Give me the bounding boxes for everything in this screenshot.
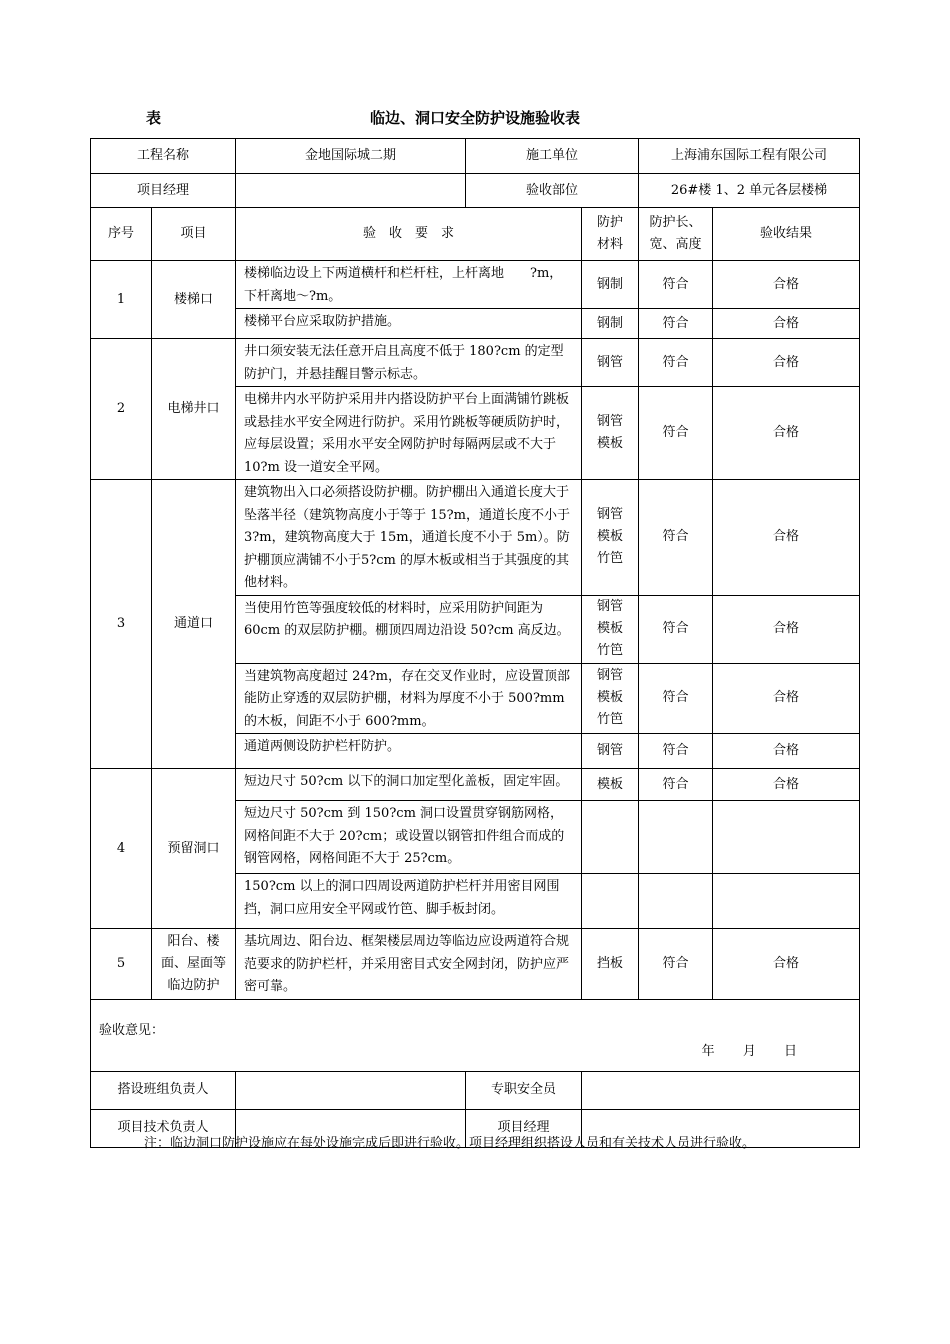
month-label: 月	[742, 1043, 756, 1059]
table-row	[91, 929, 860, 1000]
requirement-text: 150?cm 以上的洞口四周设两道防护栏杆并用密目网围挡，洞口应用安全平网或竹笆、脚手板封闭。	[236, 874, 582, 929]
result-cell: 合格	[713, 387, 860, 480]
material-cell: 模板	[582, 769, 639, 801]
requirement-text: 建筑物出入口必须搭设防护棚。防护棚出入通道长度大于坠落半径（建筑物高度小于等于 15?m，通道长度不小于 3?m，建筑物高度大于 15m，通道长度不小于 5m）。防护棚顶应满铺不小于5?cm 的厚木板或相当于其强度的其他材料。	[236, 480, 582, 596]
table-row	[91, 339, 860, 387]
part-label: 验收部位	[466, 174, 639, 208]
part-value: 26#楼 1、2 单元各层楼梯	[639, 174, 860, 208]
material-cell: 钢制	[582, 261, 639, 309]
requirement-text: 当使用竹笆等强度较低的材料时，应采用防护间距为 60cm 的双层防护棚。棚顶四周边沿设 50?cm 高反边。	[236, 595, 582, 663]
requirement-text: 楼梯平台应采取防护措施。	[236, 309, 582, 339]
material-cell	[582, 801, 639, 874]
result-cell	[713, 874, 860, 929]
safety-officer-signature[interactable]	[582, 1071, 860, 1109]
material-cell: 钢管 模板 竹笆	[582, 595, 639, 663]
result-cell: 合格	[713, 309, 860, 339]
requirement-text: 井口须安装无法任意开启且高度不低于 180?cm 的定型防护门，并悬挂醒目警示标志。	[236, 339, 582, 387]
material-cell: 钢管 模板	[582, 387, 639, 480]
result-cell: 合格	[713, 595, 860, 663]
tech-lead-label: 项目技术负责人	[91, 1109, 236, 1147]
builder-value: 上海浦东国际工程有限公司	[639, 139, 860, 174]
builder-label: 施工单位	[466, 139, 639, 174]
material-cell: 挡板	[582, 929, 639, 1000]
material-cell: 钢管	[582, 339, 639, 387]
team-leader-signature[interactable]	[236, 1071, 466, 1109]
row-item: 通道口	[152, 480, 236, 769]
size-cell: 符合	[639, 309, 713, 339]
manager-label: 项目经理	[91, 174, 236, 208]
size-cell: 符合	[639, 929, 713, 1000]
result-cell: 合格	[713, 734, 860, 769]
year-label: 年	[701, 1043, 715, 1059]
row-no: 3	[91, 480, 152, 769]
requirement-text: 基坑周边、阳台边、框架楼层周边等临边应设两道符合规范要求的防护栏杆，并采用密目式安全网封闭，防护应严密可靠。	[236, 929, 582, 1000]
size-cell: 符合	[639, 769, 713, 801]
safety-officer-label: 专职安全员	[466, 1071, 582, 1109]
result-cell: 合格	[713, 261, 860, 309]
table-row	[91, 769, 860, 801]
size-cell: 符合	[639, 595, 713, 663]
requirement-text: 短边尺寸 50?cm 到 150?cm 洞口设置贯穿钢筋网格，网格间距不大于 20?cm；或设置以钢管扣件组合而成的钢管网格，网格间距不大于 25?cm。	[236, 801, 582, 874]
material-cell	[582, 874, 639, 929]
project-name-label: 工程名称	[91, 139, 236, 174]
row-no: 1	[91, 261, 152, 339]
result-cell: 合格	[713, 769, 860, 801]
table-row	[91, 480, 860, 596]
row-item: 电梯井口	[152, 339, 236, 480]
material-cell: 钢管	[582, 734, 639, 769]
column-header-row	[91, 208, 860, 261]
result-cell	[713, 801, 860, 874]
material-cell: 钢管 模板 竹笆	[582, 480, 639, 596]
result-cell: 合格	[713, 480, 860, 596]
size-cell: 符合	[639, 734, 713, 769]
manager-value	[236, 174, 466, 208]
result-cell: 合格	[713, 929, 860, 1000]
row-item: 阳台、楼面、屋面等临边防护	[152, 929, 236, 1000]
col-size-header: 防护长、宽、高度	[639, 208, 713, 261]
form-title: 临边、洞口安全防护设施验收表	[369, 109, 580, 127]
row-item: 预留洞口	[152, 769, 236, 929]
material-cell: 钢制	[582, 309, 639, 339]
size-cell: 符合	[639, 663, 713, 734]
project-manager-row	[91, 174, 860, 208]
row-no: 4	[91, 769, 152, 929]
footnote: 注：临边洞口防护设施应在每处设施完成后即进行验收。项目经理组织搭设人员和有关技术人员进行验收。	[144, 1136, 756, 1151]
result-cell: 合格	[713, 663, 860, 734]
project-manager-label: 项目经理	[466, 1109, 582, 1147]
col-result-header: 验收结果	[713, 208, 860, 261]
row-no: 5	[91, 929, 152, 1000]
table-row	[91, 261, 860, 309]
size-cell: 符合	[639, 339, 713, 387]
requirement-text: 楼梯临边设上下两道横杆和栏杆柱，上杆离地 ?m，下杆离地～?m。	[236, 261, 582, 309]
row-no: 2	[91, 339, 152, 480]
inspection-table	[90, 138, 860, 1148]
col-no-header: 序号	[91, 208, 152, 261]
size-cell: 符合	[639, 261, 713, 309]
col-requirement-header: 验 收 要 求	[236, 208, 582, 261]
signature-row	[91, 1071, 860, 1109]
opinion-label: 验收意见：	[99, 1022, 165, 1038]
requirement-text: 电梯井内水平防护采用井内搭设防护平台上面满铺竹跳板或悬挂水平安全网进行防护。采用竹跳板等硬质防护时，应每层设置；采用水平安全网防护时每隔两层或不大于10?m 设一道安全平网。	[236, 387, 582, 480]
col-material-header: 防护材料	[582, 208, 639, 261]
requirement-text: 当建筑物高度超过 24?m，存在交叉作业时，应设置顶部能防止穿透的双层防护棚，材料为厚度不小于 500?mm 的木板，间距不小于 600?mm。	[236, 663, 582, 734]
result-cell: 合格	[713, 339, 860, 387]
day-label: 日	[783, 1043, 797, 1059]
requirement-text: 通道两侧设防护栏杆防护。	[236, 734, 582, 769]
size-cell: 符合	[639, 387, 713, 480]
row-item: 楼梯口	[152, 261, 236, 339]
team-leader-label: 搭设班组负责人	[91, 1071, 236, 1109]
project-info-row	[91, 139, 860, 174]
requirement-text: 短边尺寸 50?cm 以下的洞口加定型化盖板，固定牢固。	[236, 769, 582, 801]
col-item-header: 项目	[152, 208, 236, 261]
opinion-row	[91, 999, 860, 1071]
size-cell	[639, 801, 713, 874]
form-number-label: 表	[146, 109, 162, 127]
size-cell: 符合	[639, 480, 713, 596]
material-cell: 钢管 模板 竹笆	[582, 663, 639, 734]
project-name-value: 金地国际城二期	[236, 139, 466, 174]
size-cell	[639, 874, 713, 929]
date-line	[678, 1041, 797, 1063]
opinion-cell[interactable]	[91, 999, 860, 1071]
